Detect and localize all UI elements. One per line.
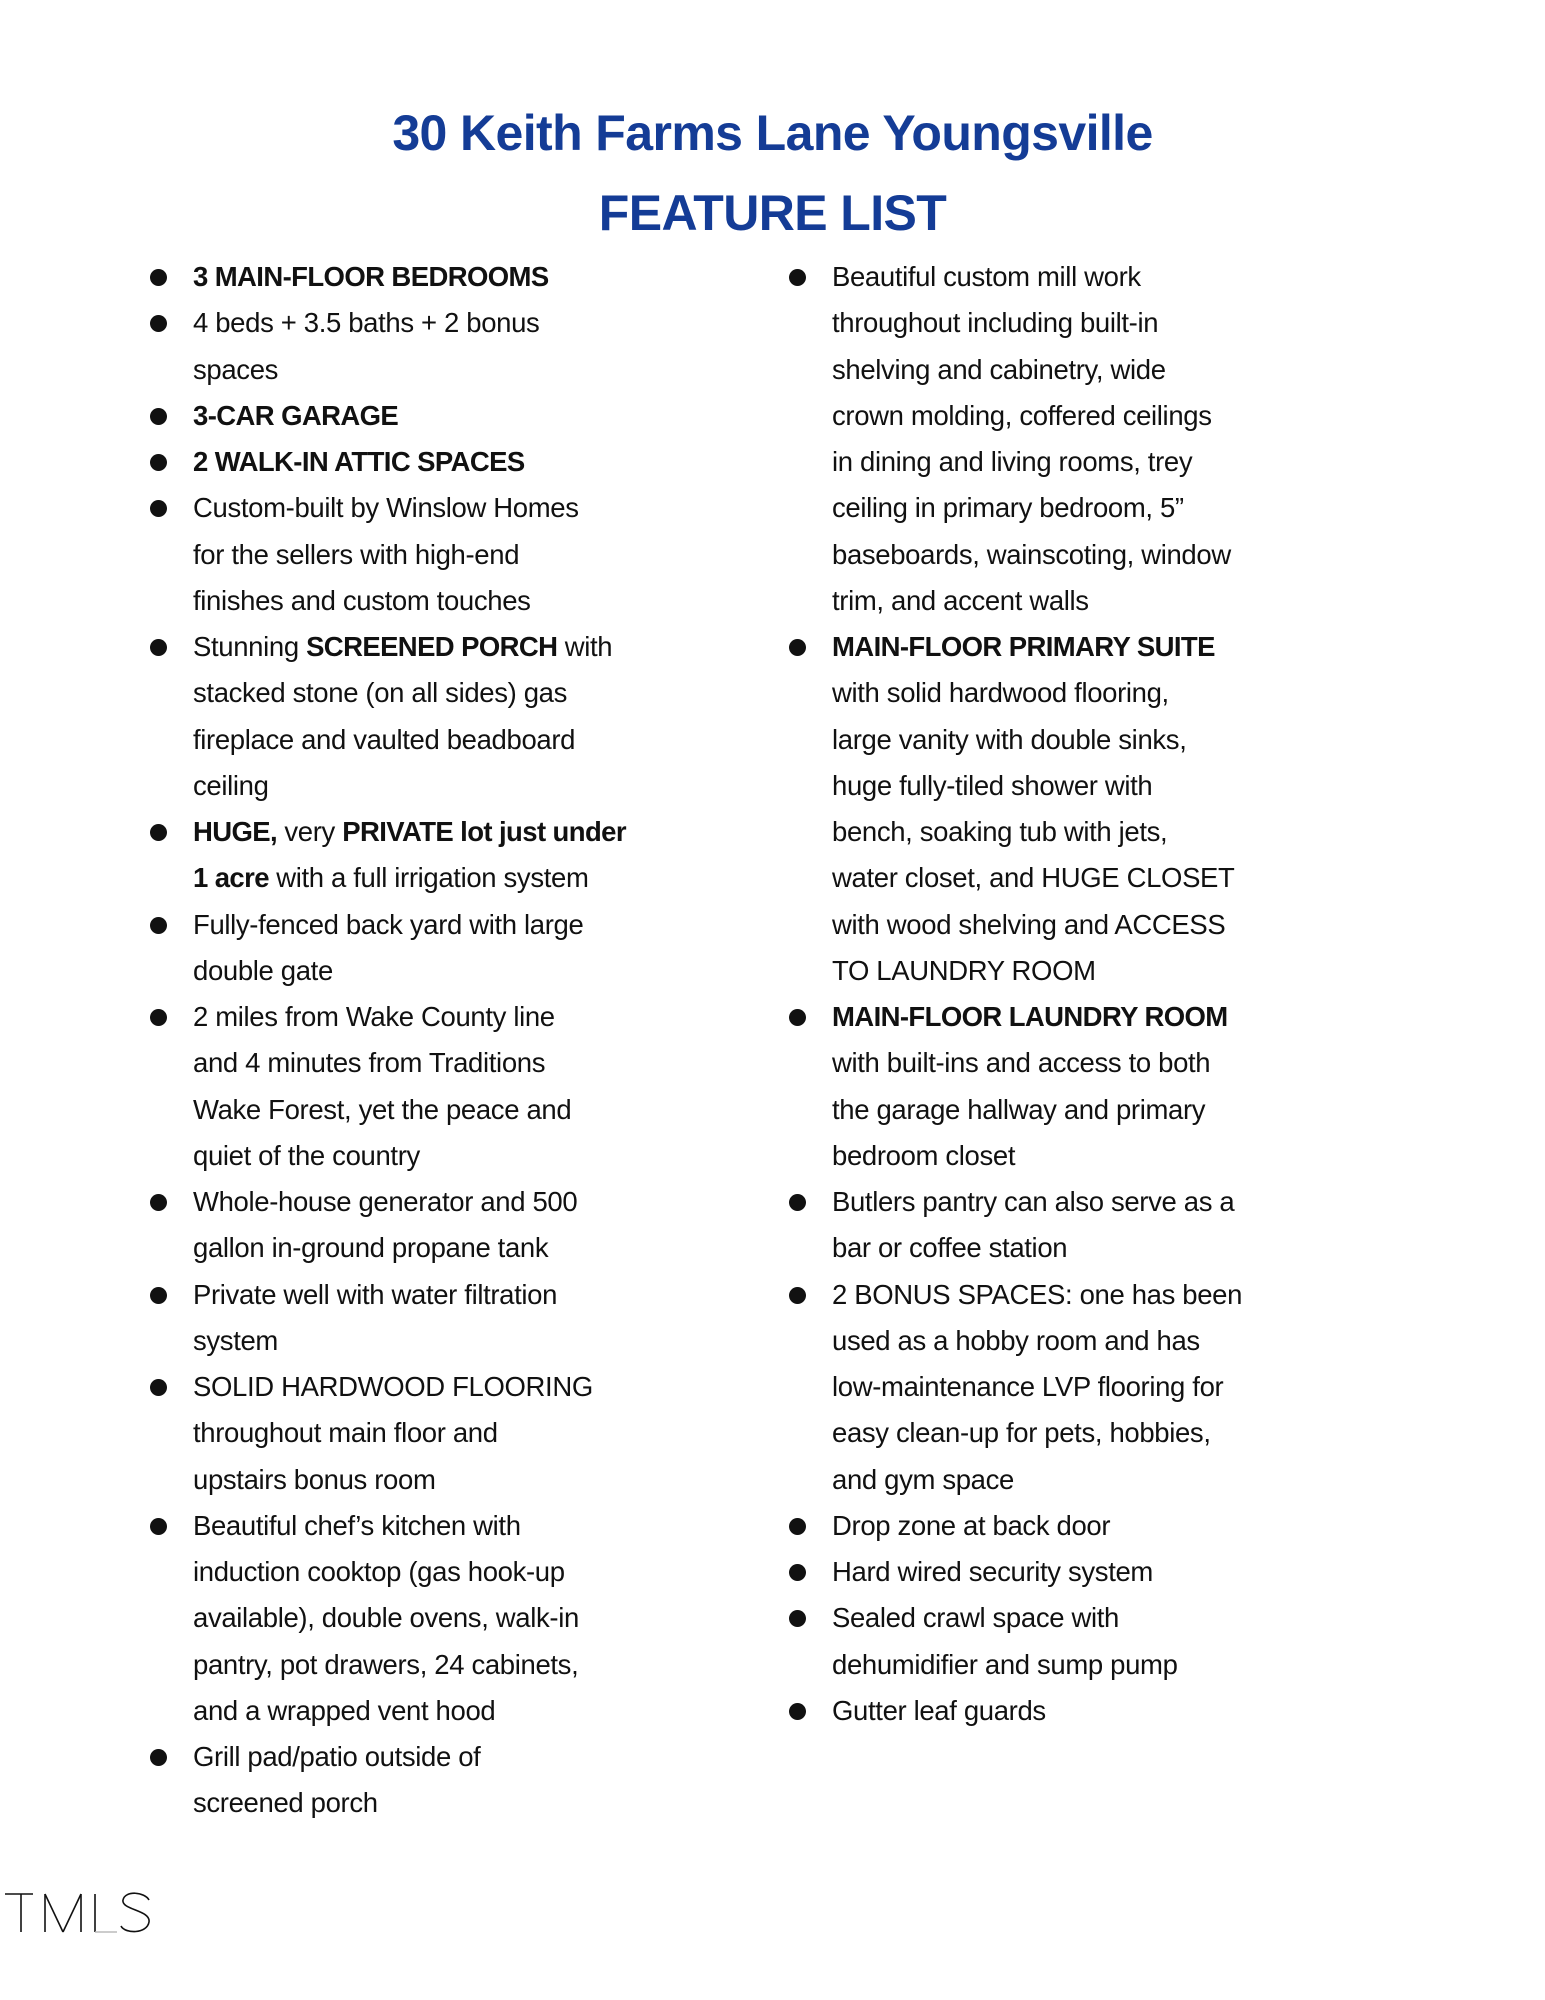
feature-line [193, 1225, 750, 1271]
bullet-icon [150, 1009, 167, 1026]
feature-text: Custom-built by Winslow Homes [193, 492, 579, 524]
feature-item [150, 809, 750, 902]
feature-text: baseboards, wainscoting, window [832, 538, 1231, 570]
feature-line [832, 1318, 1409, 1364]
bullet-icon [789, 1703, 806, 1720]
feature-line [832, 1688, 1409, 1734]
feature-text: Butlers pantry can also serve as a [832, 1186, 1235, 1217]
feature-text: throughout including built-in [832, 307, 1159, 339]
feature-text: very [277, 816, 343, 847]
feature-line [193, 809, 750, 855]
feature-line [193, 855, 750, 901]
feature-text: Drop zone at back door [832, 1509, 1111, 1541]
feature-item [789, 994, 1409, 1179]
bullet-icon [150, 1518, 167, 1535]
feature-text-bold: HUGE, [193, 816, 278, 847]
feature-text: quiet of the country [193, 1139, 420, 1171]
feature-line [832, 1133, 1409, 1179]
feature-line [193, 1549, 750, 1595]
bullet-icon [150, 269, 167, 286]
feature-text: SOLID HARDWOOD FLOORING [193, 1371, 593, 1402]
feature-line [832, 763, 1409, 809]
feature-line [832, 1087, 1409, 1133]
feature-line [193, 624, 750, 670]
feature-line [193, 1040, 750, 1086]
feature-text: finishes and custom touches [193, 584, 531, 616]
feature-text: with built-ins and access to both [832, 1047, 1211, 1079]
feature-item [789, 1595, 1409, 1688]
feature-line [193, 1087, 750, 1133]
feature-text: with wood shelving and ACCESS [832, 908, 1226, 940]
feature-text: crown molding, coffered ceilings [832, 399, 1212, 431]
feature-text: the garage hallway and primary [832, 1093, 1206, 1125]
feature-text: huge fully-tiled shower with [832, 769, 1153, 801]
feature-line [832, 578, 1409, 624]
feature-text: for the sellers with high-end [193, 538, 520, 570]
page-title: 30 Keith Farms Lane Youngsville [392, 105, 1153, 161]
feature-line [193, 532, 750, 578]
feature-item [150, 393, 750, 439]
feature-text: 2 miles from Wake County line [193, 1001, 555, 1032]
feature-line [832, 1503, 1409, 1549]
feature-text: bar or coffee station [832, 1232, 1068, 1264]
feature-text-bold: SCREENED PORCH [306, 631, 558, 662]
feature-text: low-maintenance LVP flooring for [832, 1371, 1224, 1402]
bullet-icon [789, 269, 806, 286]
bullet-icon [789, 1194, 806, 1211]
feature-item [150, 624, 750, 809]
feature-item [150, 485, 750, 624]
feature-item [150, 1503, 750, 1734]
feature-line [832, 855, 1409, 901]
feature-item [789, 1688, 1409, 1734]
feature-line [832, 994, 1409, 1040]
bullet-icon [150, 500, 167, 517]
feature-text: ceiling in primary bedroom, 5” [832, 492, 1184, 524]
feature-line [832, 485, 1409, 531]
feature-text: gallon in-ground propane tank [193, 1232, 549, 1264]
feature-line [832, 1457, 1409, 1503]
bullet-icon [789, 1518, 806, 1535]
feature-list-right [789, 254, 1409, 1734]
feature-line [193, 717, 750, 763]
feature-text: with a full irrigation system [268, 862, 589, 894]
feature-item [789, 624, 1409, 994]
feature-line [193, 902, 750, 948]
feature-text: with [557, 631, 613, 662]
bullet-icon [789, 1287, 806, 1304]
feature-line [193, 1595, 750, 1641]
feature-line [832, 393, 1409, 439]
feature-line [193, 485, 750, 531]
page-subtitle: FEATURE LIST [598, 185, 947, 241]
feature-line [193, 1179, 750, 1225]
feature-line [193, 763, 750, 809]
feature-line [832, 1225, 1409, 1271]
feature-line [193, 1503, 750, 1549]
feature-item [150, 254, 750, 300]
feature-line [193, 994, 750, 1040]
feature-line [832, 902, 1409, 948]
feature-text: system [193, 1324, 278, 1356]
feature-line [832, 1179, 1409, 1225]
feature-text-bold: MAIN-FLOOR PRIMARY SUITE [832, 631, 1215, 662]
feature-item [150, 1272, 750, 1365]
feature-line [193, 578, 750, 624]
feature-line [193, 670, 750, 716]
feature-item [150, 902, 750, 995]
feature-line [193, 1364, 750, 1410]
feature-text: upstairs bonus room [193, 1463, 436, 1495]
feature-text: 4 beds + 3.5 baths + 2 bonus [193, 307, 540, 339]
feature-text: with solid hardwood flooring, [832, 677, 1169, 709]
feature-text: Grill pad/patio outside of [193, 1741, 481, 1772]
feature-text: Fully-fenced back yard with large [193, 908, 584, 940]
bullet-icon [789, 1610, 806, 1627]
feature-text: Beautiful chef’s kitchen with [193, 1509, 521, 1541]
bullet-icon [150, 1749, 167, 1766]
feature-text: dehumidifier and sump pump [832, 1648, 1178, 1680]
feature-text: easy clean-up for pets, hobbies, [832, 1417, 1211, 1449]
feature-text: and gym space [832, 1463, 1014, 1495]
feature-line [193, 1642, 750, 1688]
bullet-icon [789, 1009, 806, 1026]
feature-line [193, 1688, 750, 1734]
feature-line [193, 1272, 750, 1318]
feature-text: ceiling [193, 769, 269, 801]
feature-text: spaces [193, 353, 279, 385]
feature-text: pantry, pot drawers, 24 cabinets, [193, 1648, 579, 1680]
bullet-icon [150, 824, 167, 841]
feature-text-bold: PRIVATE lot just under [342, 816, 626, 847]
feature-text: bedroom closet [832, 1139, 1016, 1171]
feature-text: Whole-house generator and 500 [193, 1186, 578, 1217]
feature-line [832, 254, 1409, 300]
feature-item [150, 1364, 750, 1503]
feature-line [832, 1595, 1409, 1641]
bullet-icon [150, 315, 167, 332]
feature-text: bench, soaking tub with jets, [832, 816, 1168, 847]
feature-text: TO LAUNDRY ROOM [832, 954, 1096, 986]
feature-text: Stunning [193, 631, 307, 662]
feature-line [832, 1410, 1409, 1456]
feature-line [832, 670, 1409, 716]
tmls-logo [5, 1880, 155, 1936]
feature-text-bold: 3 MAIN-FLOOR BEDROOMS [193, 261, 549, 292]
bullet-icon [789, 639, 806, 656]
feature-line [832, 1040, 1409, 1086]
feature-line [193, 1133, 750, 1179]
feature-item [789, 1549, 1409, 1595]
feature-line [193, 1734, 750, 1780]
feature-text: and a wrapped vent hood [193, 1694, 496, 1726]
bullet-icon [150, 454, 167, 471]
feature-text: Beautiful custom mill work [832, 261, 1141, 292]
feature-text: water closet, and HUGE CLOSET [832, 862, 1235, 894]
feature-text: Hard wired security system [832, 1556, 1153, 1587]
feature-text-bold: MAIN-FLOOR LAUNDRY ROOM [832, 1001, 1228, 1032]
feature-line [832, 1549, 1409, 1595]
feature-line [193, 1457, 750, 1503]
feature-text-bold: 3-CAR GARAGE [193, 399, 399, 431]
feature-line [193, 948, 750, 994]
feature-text: Wake Forest, yet the peace and [193, 1093, 572, 1125]
feature-line [832, 624, 1409, 670]
feature-text: Sealed crawl space with [832, 1602, 1119, 1634]
bullet-icon [150, 408, 167, 425]
feature-text: fireplace and vaulted beadboard [193, 723, 576, 755]
feature-line [193, 300, 750, 346]
feature-item [150, 1179, 750, 1272]
feature-line [832, 1642, 1409, 1688]
tmls-logo-mark [5, 1880, 155, 1936]
feature-text: stacked stone (on all sides) gas [193, 677, 568, 709]
feature-line [193, 1410, 750, 1456]
feature-text-bold: 1 acre [193, 862, 269, 894]
bullet-icon [150, 917, 167, 934]
feature-text: in dining and living rooms, trey [832, 446, 1193, 477]
feature-line [832, 809, 1409, 855]
feature-line [832, 532, 1409, 578]
feature-line [193, 254, 750, 300]
bullet-icon [150, 1194, 167, 1211]
bullet-icon [150, 1287, 167, 1304]
feature-text: trim, and accent walls [832, 584, 1089, 616]
feature-list-left [150, 254, 750, 1827]
feature-text: induction cooktop (gas hook-up [193, 1556, 565, 1587]
feature-item [789, 1272, 1409, 1503]
feature-item [789, 1503, 1409, 1549]
feature-item [150, 439, 750, 485]
feature-line [193, 393, 750, 439]
feature-item [789, 254, 1409, 624]
feature-text: available), double ovens, walk-in [193, 1602, 579, 1634]
feature-line [832, 1272, 1409, 1318]
feature-line [832, 300, 1409, 346]
feature-text: large vanity with double sinks, [832, 723, 1187, 755]
feature-item [150, 1734, 750, 1827]
feature-line [193, 1780, 750, 1826]
feature-text: screened porch [193, 1787, 378, 1819]
feature-line [832, 1364, 1409, 1410]
bullet-icon [150, 1379, 167, 1396]
feature-text: throughout main floor and [193, 1417, 498, 1449]
feature-line [193, 347, 750, 393]
feature-text: shelving and cabinetry, wide [832, 353, 1166, 385]
feature-line [832, 717, 1409, 763]
feature-line [832, 439, 1409, 485]
feature-text: Private well with water filtration [193, 1278, 558, 1310]
feature-line [193, 1318, 750, 1364]
feature-item [150, 994, 750, 1179]
feature-text: Gutter leaf guards [832, 1694, 1046, 1726]
feature-text: used as a hobby room and has [832, 1324, 1200, 1356]
feature-text: 2 BONUS SPACES: one has been [832, 1278, 1243, 1310]
bullet-icon [150, 639, 167, 656]
feature-line [193, 439, 750, 485]
feature-text: double gate [193, 954, 333, 986]
feature-text: and 4 minutes from Traditions [193, 1047, 546, 1079]
bullet-icon [789, 1564, 806, 1581]
feature-line [832, 347, 1409, 393]
feature-line [832, 948, 1409, 994]
feature-text-bold: 2 WALK-IN ATTIC SPACES [193, 446, 525, 477]
feature-item [150, 300, 750, 393]
feature-item [789, 1179, 1409, 1272]
